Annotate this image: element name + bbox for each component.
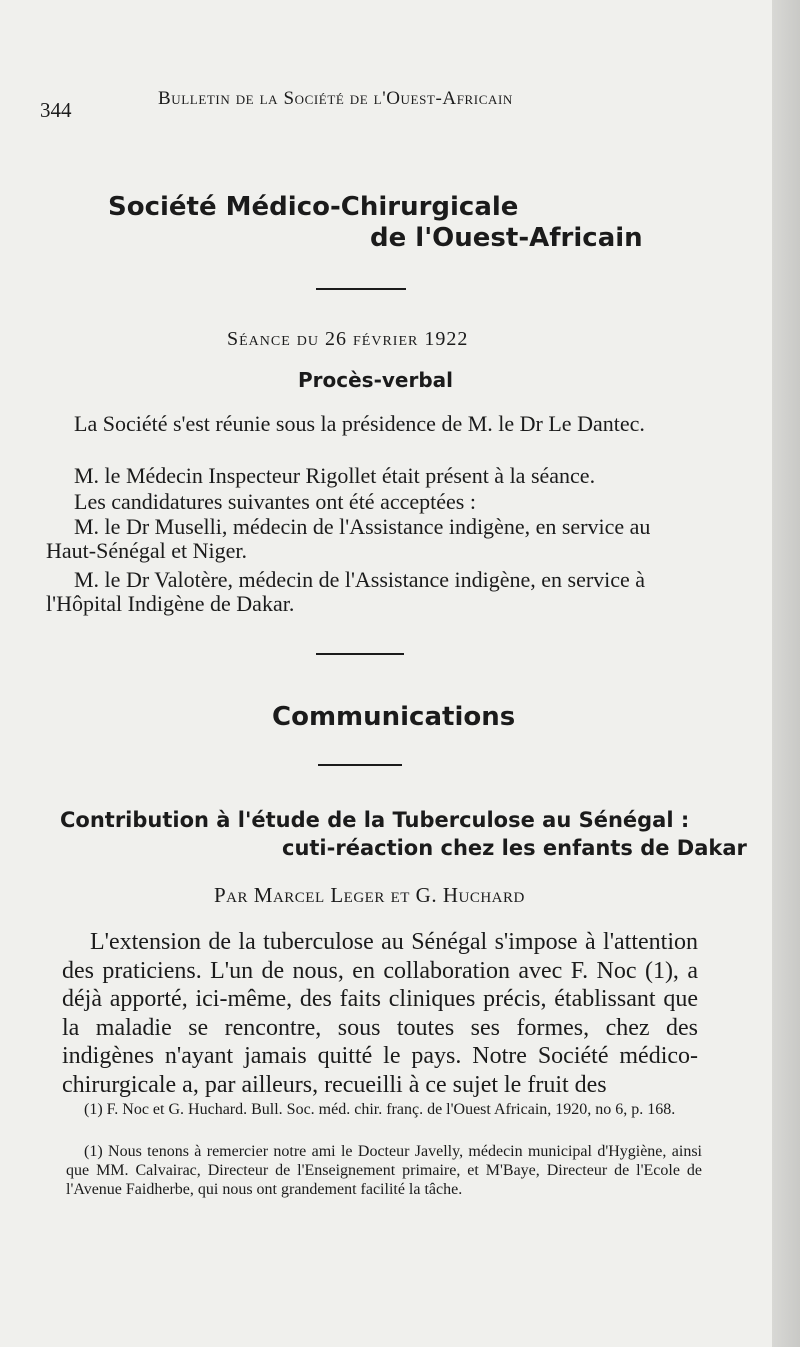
running-title: Bulletin de la Société de l'Ouest-Africain — [158, 88, 513, 109]
minutes-paragraph: M. le Dr Muselli, médecin de l'Assistance indigène, en service au Haut-Sénégal et Niger. — [46, 514, 651, 563]
session-heading: Procès-verbal — [298, 368, 454, 392]
minutes-paragraph: La Société s'est réunie sous la présidence de M. le Dr Le Dantec. — [74, 411, 645, 436]
divider-rule — [316, 288, 406, 290]
divider-rule — [318, 764, 402, 766]
footnote: (1) F. Noc et G. Huchard. Bull. Soc. méd. chir. franç. de l'Ouest Africain, 1920, no 6, p. 168. — [84, 1101, 676, 1118]
article-byline: Par Marcel Leger et G. Huchard — [214, 883, 525, 907]
minutes-paragraph: M. le Dr Valotère, médecin de l'Assistance indigène, en service à l'Hôpital Indigène de Dakar. — [46, 567, 646, 616]
article-title-line2: cuti-réaction chez les enfants de Dakar — [282, 836, 747, 860]
divider-rule — [316, 653, 404, 655]
article-paragraph: L'extension de la tuberculose au Sénégal s'impose à l'attention des praticiens. L'un de nous, en collaboration avec F. Noc (1), a déjà apporté, ici-même, des faits cliniques précis, établissant que la maladie se rencontre, sous toutes ses formes, chez des indigènes n'ayant jamais quitté le pays. Notre Société médico-chirurgicale a, par ailleurs, recueilli à ce sujet le fruit des — [62, 929, 698, 1098]
article-title-line1: Contribution à l'étude de la Tuberculose au Sénégal : — [60, 808, 690, 832]
minutes-paragraph: M. le Médecin Inspecteur Rigollet était présent à la séance. — [74, 463, 596, 488]
page-number: 344 — [40, 98, 72, 122]
footnote: (1) Nous tenons à remercier notre ami le Docteur Javelly, médecin municipal d'Hygiène, ainsi que MM. Calvairac, Directeur de l'Enseignement primaire, et M'Baye, Directeur de l'Ecole de l'Avenue Faidherbe, qui nous ont grandement facilité la tâche. — [66, 1143, 702, 1198]
minutes-paragraph: Les candidatures suivantes ont été acceptées : — [74, 489, 476, 514]
page-edge — [772, 0, 800, 1347]
society-title-line1: Société Médico-Chirurgicale — [108, 192, 519, 222]
communications-heading: Communications — [272, 702, 516, 732]
session-date: Séance du 26 février 1922 — [227, 328, 469, 350]
society-title-line2: de l'Ouest-Africain — [370, 223, 643, 253]
